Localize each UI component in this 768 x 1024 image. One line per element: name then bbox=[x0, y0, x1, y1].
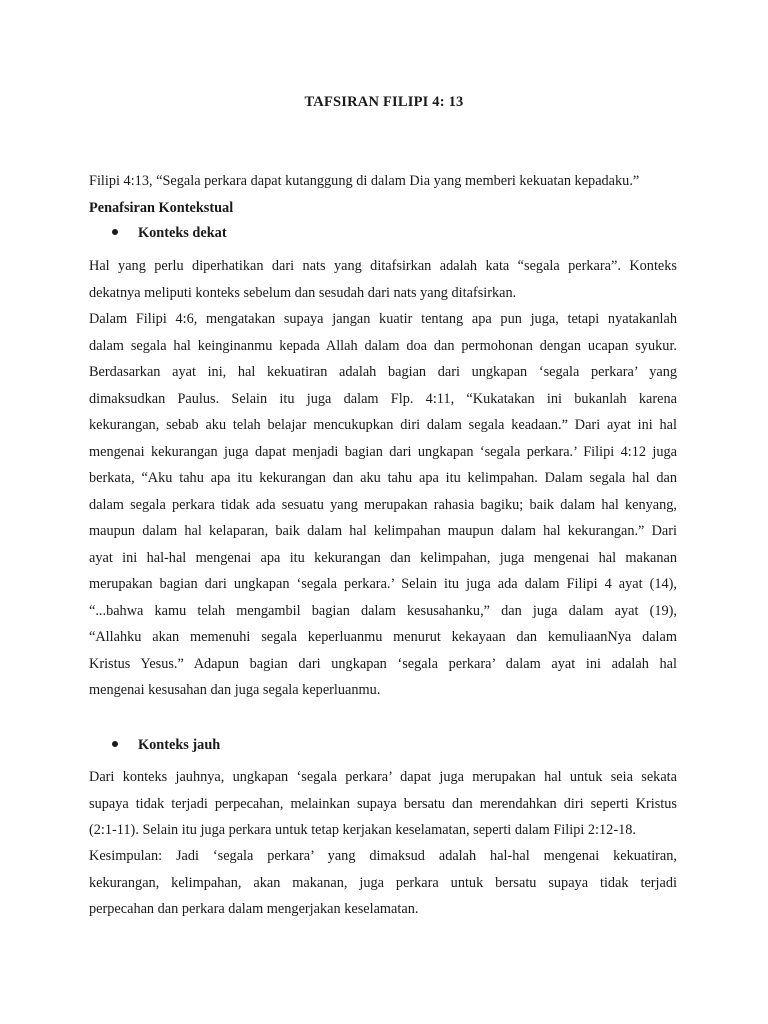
paragraph-line: mengenai kekurangan juga dapat menjadi bagian dari ungkapan ‘segala perkara.’ Filipi 4:12 juga bbox=[89, 443, 677, 460]
bullet-konteks-dekat bbox=[112, 225, 227, 242]
paragraph-line: dekatnya meliputi konteks sebelum dan sesudah dari nats yang ditafsirkan. bbox=[89, 284, 517, 301]
paragraph-1 bbox=[89, 253, 677, 306]
bullet-label: Konteks jauh bbox=[138, 737, 221, 753]
bullet-konteks-jauh bbox=[112, 737, 220, 754]
paragraph-line: “...bahwa kamu telah mengambil bagian dalam kesusahanku,” dan juga dalam ayat (19), bbox=[89, 602, 677, 619]
paragraph-line: (2:1-11). Selain itu juga perkara untuk tetap kerjakan keselamatan, seperti dalam Filipi 2:12-18. bbox=[89, 822, 636, 838]
paragraph-2 bbox=[89, 306, 677, 704]
verse-line bbox=[89, 168, 677, 195]
bullet-icon bbox=[112, 229, 118, 235]
paragraph-line: Dalam Filipi 4:6, mengatakan supaya jangan kuatir tentang apa pun juga, tetapi nyatakanlah bbox=[89, 311, 677, 327]
paragraph-line: Dari konteks jauhnya, ungkapan ‘segala perkara’ dapat juga merupakan hal untuk seia sekata bbox=[89, 769, 677, 785]
paragraph-4 bbox=[89, 843, 677, 923]
paragraph-line: Berdasarkan ayat ini, hal kekuatiran adalah bagian dari ungkapan ‘segala perkara’ yang bbox=[89, 364, 677, 380]
paragraph-line: Hal yang perlu diperhatikan dari nats yang ditafsirkan adalah kata “segala perkara”. Konteks bbox=[89, 258, 677, 274]
page-title: TAFSIRAN FILIPI 4: 13 bbox=[304, 94, 464, 110]
paragraph-line: dalam segala hal keinginanmu kepada Allah dalam doa dan permohonan dengan ucapan syukur. bbox=[89, 337, 677, 354]
paragraph-line: kekurangan, kelimpahan, akan makanan, juga perkara untuk bersatu supaya tidak terjadi bbox=[89, 874, 677, 891]
paragraph-line: dimaksudkan Paulus. Selain itu juga dalam Flp. 4:11, “Kukatakan ini bukanlah karena bbox=[89, 390, 677, 407]
paragraph-line: mengenai kesusahan dan juga segala keperluanmu. bbox=[89, 682, 381, 698]
paragraph-line: supaya tidak terjadi perpecahan, melainkan supaya bersatu dan merendahkan diri seperti Kristus bbox=[89, 795, 677, 812]
bullet-icon bbox=[112, 741, 118, 747]
paragraph-line: Kristus Yesus.” Adapun bagian dari ungkapan ‘segala perkara’ dalam ayat ini adalah hal bbox=[89, 655, 677, 672]
paragraph-3 bbox=[89, 764, 677, 844]
paragraph-line: ayat ini hal-hal mengenai apa itu kekurangan dan kelimpahan, juga mengenai hal makanan bbox=[89, 549, 677, 566]
bullet-label: Konteks dekat bbox=[138, 225, 227, 241]
paragraph-line: “Allahku akan memenuhi segala keperluanmu menurut kekayaan dan kemuliaanNya dalam bbox=[89, 629, 677, 645]
paragraph-line: perpecahan dan perkara dalam mengerjakan keselamatan. bbox=[89, 901, 419, 917]
paragraph-line: kekurangan, sebab aku telah belajar mencukupkan diri dalam segala keadaan.” Dari ayat ini hal bbox=[89, 417, 677, 433]
section-heading: Penafsiran Kontekstual bbox=[89, 200, 234, 216]
paragraph-line: Kesimpulan: Jadi ‘segala perkara’ yang dimaksud adalah hal-hal mengenai kekuatiran, bbox=[89, 848, 677, 864]
paragraph-line: merupakan bagian dari ungkapan ‘segala perkara.’ Selain itu juga ada dalam Filipi 4 ayat (14), bbox=[89, 576, 677, 592]
paragraph-line: maupun dalam hal kelaparan, baik dalam hal kelimpahan maupun dalam hal kekurangan.” Dari bbox=[89, 523, 677, 539]
paragraph-line: dalam segala perkara tidak ada sesuatu yang merupakan rahasia bagiku; baik dalam hal kenyang, bbox=[89, 496, 677, 513]
paragraph-line: berkata, “Aku tahu apa itu kekurangan dan aku tahu apa itu kelimpahan. Dalam segala hal dan bbox=[89, 470, 677, 486]
verse-text: Filipi 4:13, “Segala perkara dapat kutanggung di dalam Dia yang memberi kekuatan kepadaku.” bbox=[89, 173, 640, 189]
